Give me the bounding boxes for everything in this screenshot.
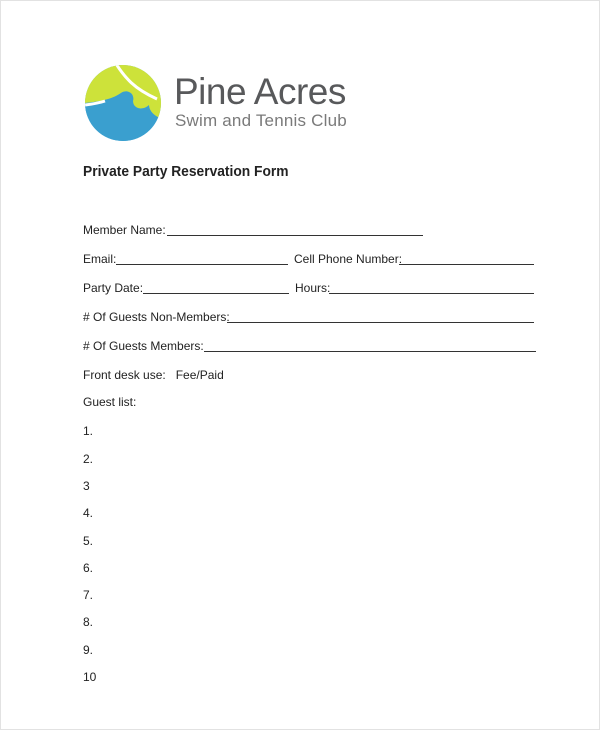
brand-name: Pine Acres	[174, 71, 346, 112]
email-field[interactable]	[116, 264, 288, 265]
guest-number: 4.	[83, 506, 94, 520]
member-name-label: Member Name:	[83, 223, 166, 237]
member-name-field[interactable]	[167, 235, 423, 236]
hours-field[interactable]	[329, 293, 534, 294]
guest-number: 8.	[83, 615, 94, 629]
guests-non-members-label: # Of Guests Non-Members:	[83, 310, 230, 324]
brand-tagline: Swim and Tennis Club	[175, 111, 347, 130]
guest-number: 10	[83, 670, 97, 684]
email-label: Email:	[83, 252, 117, 266]
party-date-field[interactable]	[143, 293, 289, 294]
cell-phone-field[interactable]	[399, 264, 534, 265]
club-logo-icon	[85, 59, 163, 147]
guests-members-field[interactable]	[204, 351, 536, 352]
guests-non-members-field[interactable]	[227, 322, 534, 323]
front-desk-label: Front desk use: Fee/Paid	[83, 368, 224, 382]
guests-members-label: # Of Guests Members:	[83, 339, 204, 353]
guest-number: 2.	[83, 452, 94, 466]
cell-phone-label: Cell Phone Number:	[294, 252, 403, 266]
guest-number: 6.	[83, 561, 94, 575]
guest-number: 7.	[83, 588, 94, 602]
form-title: Private Party Reservation Form	[83, 163, 289, 180]
guest-number: 3	[83, 479, 90, 493]
guest-list-label: Guest list:	[83, 395, 137, 409]
guest-number: 9.	[83, 643, 94, 657]
party-date-label: Party Date:	[83, 281, 144, 295]
guest-number: 5.	[83, 534, 94, 548]
hours-label: Hours:	[295, 281, 331, 295]
guest-number: 1.	[83, 424, 94, 438]
